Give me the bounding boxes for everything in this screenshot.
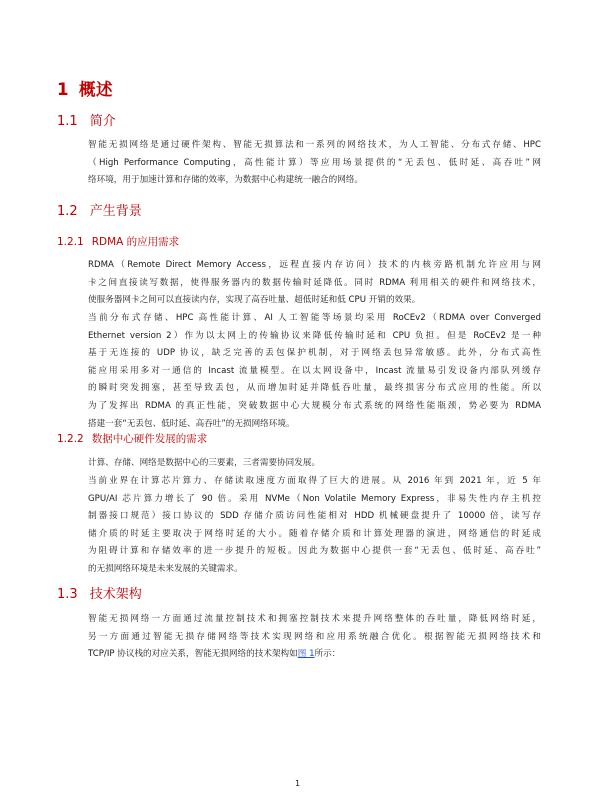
subsection-number: 1.2.2 <box>57 433 84 445</box>
text-line: 为了发挥出 RDMA 的真正性能，突破数据中心大规模分布式系统的网络性能瓶颈，势必要为 RDMA <box>88 400 541 411</box>
subsection-title: 数据中心硬件发展的需求 <box>91 433 208 445</box>
text-line: 为阻碍计算和存储效率的进一步提升的短板。因此为数据中心提供一套“无丢包、低时延、高吞吐” <box>88 546 541 557</box>
text-line: 当前分布式存储、HPC 高性能计算、AI 人工智能等场景均采用 RoCEv2（RDMA over Converged <box>88 313 541 323</box>
page-number: 1 <box>294 779 301 788</box>
text-line: 络环境，用于加速计算和存储的效率，为数据中心构建统一融合的网络。 <box>88 175 364 186</box>
text-line: 的瞬时突发拥塞，甚至导致丢包，从而增加时延并降低吞吐量，最终损害分布式应用的性能。所以 <box>88 383 541 394</box>
text-line: （High Performance Computing，高性能计算）等应用场景提供的“无丢包、低时延、高吞吐”网 <box>88 157 541 168</box>
chapter-title: 概述 <box>78 80 113 99</box>
text-line: 另一方面通过智能无损存储网络等技术实现网络和应用系统融合优化。根据智能无损网络技术和 <box>88 631 541 642</box>
text-line: 制器接口规范）接口协议的 SDD 存储介质访问性能相对 HDD 机械硬盘提升了 10000 倍，读写存 <box>88 511 541 522</box>
section-heading-architecture <box>57 583 142 602</box>
text-line: 基于无连接的 UDP 协议，缺乏完善的丢包保护机制，对于网络丢包异常敏感。此外，分布式高性 <box>88 348 541 359</box>
rdma-paragraph-2 <box>88 310 541 433</box>
rdma-paragraph-1 <box>88 257 541 310</box>
subsection-title: RDMA 的应用需求 <box>91 236 180 248</box>
text-line: 计算、存储、网络是数据中心的三要素，三者需要协同发展。 <box>88 458 321 468</box>
section-title: 技术架构 <box>89 587 142 602</box>
text-line: 的无损网络环境是未来发展的关键需求。 <box>88 563 243 574</box>
chapter-heading <box>57 76 113 100</box>
text-line: RDMA（Remote Direct Memory Access，远程直接内存访问）技术的内核旁路机制允许应用与网 <box>88 260 541 270</box>
text-fragment: 所示： <box>314 649 341 660</box>
chapter-number: 1 <box>57 80 69 99</box>
section-number: 1.2 <box>57 204 78 219</box>
architecture-paragraph <box>88 611 541 664</box>
subsection-heading-rdma <box>57 234 179 249</box>
section-number: 1.3 <box>57 587 78 602</box>
text-line-with-link <box>88 646 541 664</box>
text-line: 能应用采用多对一通信的 Incast 流量模型。在以太网设备中，Incast 流量易引发设备内部队列缓存 <box>88 365 541 376</box>
text-line: 智能无损网络一方面通过流量控制技术和拥塞控制技术来提升网络整体的吞吐量，降低网络时延， <box>88 614 541 624</box>
text-line: 当前业界在计算芯片算力、存储读取速度方面取得了巨大的进展。从 2016 年到 2021 年，近 5 年 <box>88 476 541 486</box>
figure-1-link[interactable]: 图 1 <box>297 649 315 660</box>
section-heading-background <box>57 200 142 219</box>
hardware-paragraph-1 <box>88 455 541 473</box>
subsection-heading-hardware <box>57 431 207 446</box>
text-line: Ethernet version 2）作为以太网上的传输协议来降低传输时延和 CPU 负担。但是 RoCEv2 是一种 <box>88 330 541 341</box>
subsection-number: 1.2.1 <box>57 236 84 248</box>
section-heading-intro <box>57 110 116 129</box>
text-line: 搭建一套“无丢包、低时延、高吞吐”的无损网络环境。 <box>88 418 295 429</box>
text-line: GPU/AI 芯片算力增长了 90 倍。采用 NVMe（Non Volatile Memory Express，非易失性内存主机控 <box>88 493 541 504</box>
text-fragment: TCP/IP 协议栈的对应关系，智能无损网络的技术架构如 <box>88 649 298 660</box>
section-number: 1.1 <box>57 114 78 129</box>
hardware-paragraph-2 <box>88 473 541 579</box>
section-title: 简介 <box>89 114 116 129</box>
text-line: 卡之间直接读写数据，使得服务器内的数据传输时延降低。同时 RDMA 利用相关的硬件和网络技术， <box>88 277 541 288</box>
intro-paragraph <box>88 137 541 190</box>
text-line: 智能无损网络是通过硬件架构、智能无损算法和一系列的网络技术，为人工智能、分布式存储、HPC <box>88 140 541 150</box>
text-line: 使服务器网卡之间可以直接读内存，实现了高吞吐量、超低时延和低 CPU 开销的效果。 <box>88 295 421 306</box>
text-line: 储介质的时延主要取决于网络时延的大小。随着存储介质和计算处理器的演进，网络通信的时延成 <box>88 528 541 539</box>
section-title: 产生背景 <box>89 204 142 219</box>
